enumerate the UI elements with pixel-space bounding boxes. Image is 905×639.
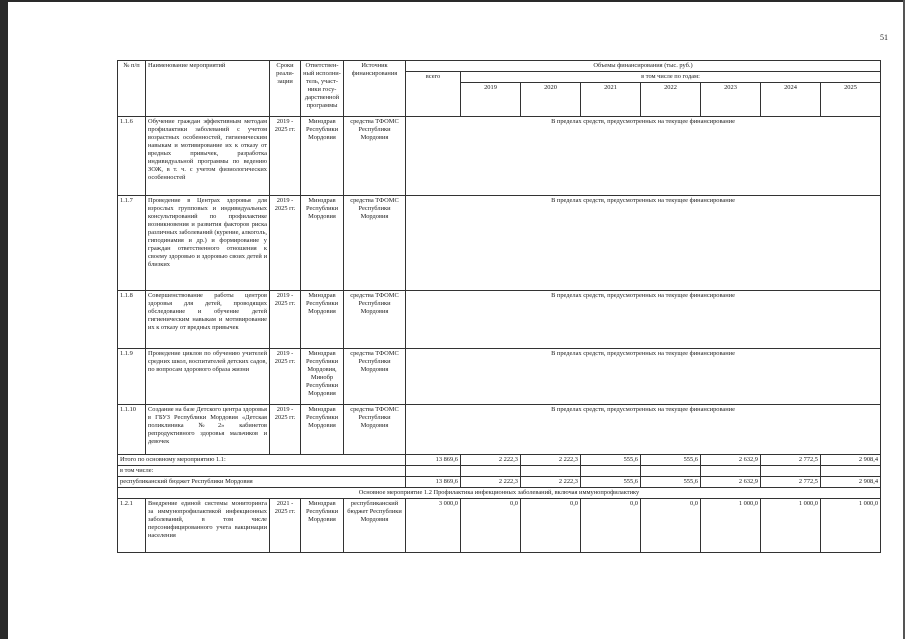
row-source: республиканский бюджет Республики Мордовия: [344, 499, 406, 553]
row-source: средства ТФОМС Республики Мордовия: [344, 405, 406, 455]
table-row: [118, 117, 881, 196]
row-year-value: 0,0: [641, 499, 701, 553]
row-executors: Минздрав Республики Мордовия: [301, 117, 344, 196]
row-source: средства ТФОМС Республики Мордовия: [344, 291, 406, 349]
row-source: средства ТФОМС Республики Мордовия: [344, 117, 406, 196]
header-year: 2025: [821, 83, 881, 117]
total-year-value: 2 632,9: [701, 455, 761, 466]
row-funding-note: В пределах средств, предусмотренных на текущее финансирование: [406, 405, 881, 455]
header-row-1: [118, 61, 881, 72]
row-terms: 2019 - 2025 гг.: [270, 117, 301, 196]
row-year-value: 1 000,0: [701, 499, 761, 553]
budget-year-value: 2 222,3: [461, 477, 521, 488]
budget-label: республиканский бюджет Республики Мордовия: [118, 477, 406, 488]
row-funding-note: В пределах средств, предусмотренных на текущее финансирование: [406, 196, 881, 291]
row-terms: 2021 - 2025 гг.: [270, 499, 301, 553]
header-by-years: в том числе по годам:: [461, 72, 881, 83]
header-year: 2024: [761, 83, 821, 117]
table-row: [118, 196, 881, 291]
row-terms: 2019 - 2025 гг.: [270, 196, 301, 291]
row-total-value: 3 000,0: [406, 499, 461, 553]
total-year-value: 2 908,4: [821, 455, 881, 466]
table-row: [118, 499, 881, 553]
section-title: Основное мероприятие 1.2 Профилактика инфекционных заболеваний, включая иммунопрофилактику: [118, 488, 881, 499]
budget-year-value: 2 632,9: [701, 477, 761, 488]
row-name: Совершенствование работы центров здоровья для детей, проводящих обследование и обучение детей гигиеническим навыкам и мотивирование их к отказу от вредных привычек: [146, 291, 270, 349]
row-name: Создание на базе Детского центра здоровья в ГБУЗ Республики Мордовия «Детская поликлиника №2» кабинетов репродуктивного здоровья мальчиков и девочек: [146, 405, 270, 455]
row-num: 1.1.6: [118, 117, 146, 196]
total-year-value: 555,6: [581, 455, 641, 466]
program-table: [117, 60, 881, 553]
header-name: Наименование мероприятий: [146, 61, 270, 117]
table-row: [118, 291, 881, 349]
budget-year-value: 2 222,3: [521, 477, 581, 488]
scan-edge-top: [0, 0, 905, 2]
row-year-value: 0,0: [581, 499, 641, 553]
row-source: средства ТФОМС Республики Мордовия: [344, 349, 406, 405]
row-year-value: 0,0: [461, 499, 521, 553]
total-label: Итого по основному мероприятию 1.1:: [118, 455, 406, 466]
row-num: 1.1.9: [118, 349, 146, 405]
budget-total-value: 13 869,6: [406, 477, 461, 488]
row-year-value: 1 000,0: [821, 499, 881, 553]
header-executors: Ответствен-ный исполни-тель, участ-ники госу-дарственной программы: [301, 61, 344, 117]
row-executors: Минздрав Республики Мордовия: [301, 291, 344, 349]
total-year-value: 2 772,5: [761, 455, 821, 466]
total-year-value: 555,6: [641, 455, 701, 466]
budget-year-value: 555,6: [581, 477, 641, 488]
budget-year-value: 2 908,4: [821, 477, 881, 488]
row-executors: Минздрав Республики Мордовия: [301, 196, 344, 291]
scan-edge-left: [0, 0, 8, 639]
budget-row: [118, 477, 881, 488]
header-year: 2023: [701, 83, 761, 117]
header-total: всего: [406, 72, 461, 117]
header-year: 2020: [521, 83, 581, 117]
row-name: Внедрение единой системы мониторинга за иммунопрофилактикой инфекционных заболеваний, в том числе персонифицированного учета вакцинации населения: [146, 499, 270, 553]
header-num: № п/п: [118, 61, 146, 117]
row-source: средства ТФОМС Республики Мордовия: [344, 196, 406, 291]
row-num: 1.1.10: [118, 405, 146, 455]
table-row: [118, 349, 881, 405]
row-terms: 2019 - 2025 гг.: [270, 291, 301, 349]
row-executors: Минздрав Республики Мордовия: [301, 499, 344, 553]
row-executors: Минздрав Республики Мордовия: [301, 405, 344, 455]
row-terms: 2019 - 2025 гг.: [270, 405, 301, 455]
table-row: [118, 405, 881, 455]
row-name: Обучение граждан эффективным методам профилактики заболеваний с учетом возрастных особенностей, гигиеническим навыкам и мотивирование их к отказу от вредных привычек, разработка индивидуальной программы по ведению ЗОЖ, в т. ч. с учетом физиологических особенностей: [146, 117, 270, 196]
header-volumes: Объемы финансирования (тыс. руб.): [406, 61, 881, 72]
including-label: в том числе:: [118, 466, 406, 477]
total-year-value: 2 222,3: [521, 455, 581, 466]
row-num: 1.1.8: [118, 291, 146, 349]
row-funding-note: В пределах средств, предусмотренных на текущее финансирование: [406, 349, 881, 405]
header-terms: Сроки реали-зации: [270, 61, 301, 117]
including-row: [118, 466, 881, 477]
row-year-value: 1 000,0: [761, 499, 821, 553]
header-source: Источник финансирования: [344, 61, 406, 117]
row-year-value: 0,0: [521, 499, 581, 553]
section-row: [118, 488, 881, 499]
row-num: 1.1.7: [118, 196, 146, 291]
row-funding-note: В пределах средств, предусмотренных на текущее финансирование: [406, 117, 881, 196]
row-name: Проведение в Центрах здоровья для взрослых групповых и индивидуальных консультирований по профилактике возникновения и развития факторов риска различных заболеваний (курение, алкоголь, гиподинамия и др.) и формирование у граждан ответственного отношения к своему здоровью и здоровью своих детей и близких: [146, 196, 270, 291]
row-name: Проведение циклов по обучению учителей средних школ, воспитателей детских садов, по вопросам здорового образа жизни: [146, 349, 270, 405]
row-terms: 2019 - 2025 гг.: [270, 349, 301, 405]
row-num: 1.2.1: [118, 499, 146, 553]
budget-year-value: 2 772,5: [761, 477, 821, 488]
header-year: 2019: [461, 83, 521, 117]
row-funding-note: В пределах средств, предусмотренных на текущее финансирование: [406, 291, 881, 349]
page-number: 51: [880, 33, 888, 42]
row-executors: Минздрав Республики Мордовия, Минобр Республики Мордовия: [301, 349, 344, 405]
total-year-value: 2 222,3: [461, 455, 521, 466]
total-row: [118, 455, 881, 466]
header-year: 2022: [641, 83, 701, 117]
total-value: 13 869,6: [406, 455, 461, 466]
budget-year-value: 555,6: [641, 477, 701, 488]
header-year: 2021: [581, 83, 641, 117]
